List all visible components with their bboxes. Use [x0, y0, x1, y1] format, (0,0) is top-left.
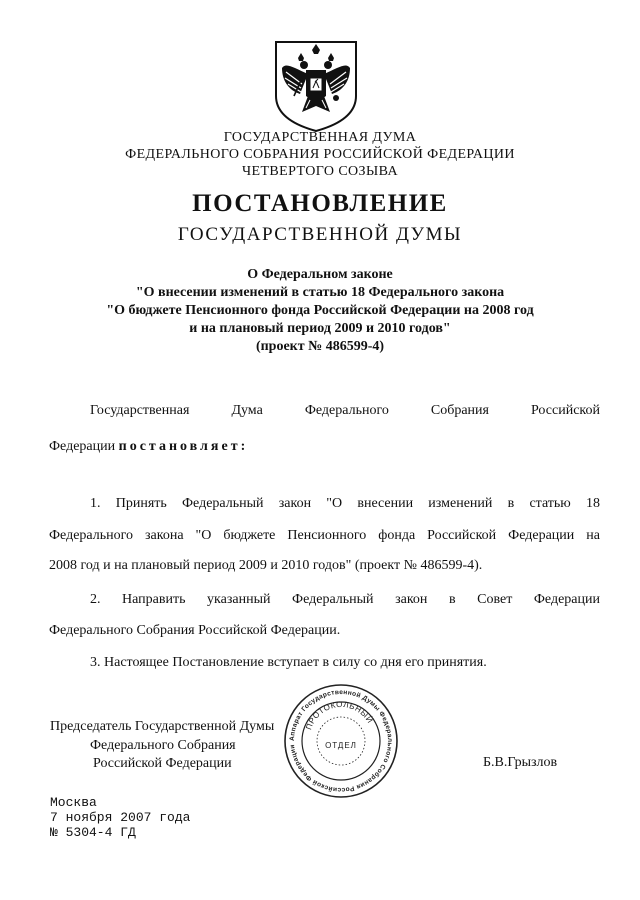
- issuer-convocation: ЧЕТВЕРТОГО СОЗЫВА: [242, 164, 398, 179]
- signatory-position-line-3: Российской Федерации: [93, 756, 232, 771]
- issuer-name-line-2: ФЕДЕРАЛЬНОГО СОБРАНИЯ РОССИЙСКОЙ ФЕДЕРАЦИИ: [125, 147, 515, 162]
- preamble-subject: Федерации: [49, 439, 116, 454]
- item-1-line-2: Федерального закона "О бюджете Пенсионного фонда Российской Федерации на: [49, 528, 600, 543]
- document-issuer-title: ГОСУДАРСТВЕННОЙ ДУМЫ: [177, 224, 463, 245]
- item-2-line-1: 2. Направить указанный Федеральный закон в Совет Федерации: [90, 592, 600, 607]
- signing-place: Москва: [50, 795, 97, 810]
- russian-coat-of-arms-icon: [272, 38, 360, 134]
- document-number: № 5304-4 ГД: [50, 825, 136, 840]
- resolution-verb: постановляет:: [118, 439, 249, 454]
- subject-project-number: (проект № 486599-4): [255, 339, 385, 354]
- item-2-line-2: Федерального Собрания Российской Федерации.: [49, 623, 341, 638]
- signing-date: 7 ноября 2007 года: [50, 810, 191, 825]
- item-1-line-3: 2008 год и на плановый период 2009 и 2010 годов" (проект № 486599-4).: [49, 558, 483, 573]
- svg-text:ПРОТОКОЛЬНЫЙ: [304, 700, 374, 731]
- subject-line-1: О Федеральном законе: [247, 267, 393, 282]
- stamp-department-text: ПРОТОКОЛЬНЫЙ: [304, 699, 375, 731]
- issuer-name-line-1: ГОСУДАРСТВЕННАЯ ДУМА: [223, 130, 417, 145]
- subject-line-4: и на плановый период 2009 и 2010 годов": [189, 321, 451, 336]
- item-1-line-1: 1. Принять Федеральный закон "О внесении изменений в статью 18: [90, 496, 600, 511]
- stamp-center-text: ОТДЕЛ: [325, 741, 357, 750]
- item-3-line-1: 3. Настоящее Постановление вступает в силу со дня его принятия.: [90, 655, 487, 670]
- official-stamp: [282, 682, 400, 800]
- document-type-title: ПОСТАНОВЛЕНИЕ: [192, 190, 448, 217]
- stamp-outer-text: Аппарат Государственной Думы Федерального Собрания Российской Федерации: [288, 688, 394, 794]
- preamble-line-1: Государственная Дума Федерального Собрания Российской: [90, 403, 600, 418]
- signatory-position-line-2: Федерального Собрания: [90, 738, 236, 753]
- subject-line-2: "О внесении изменений в статью 18 Федерального закона: [135, 285, 505, 300]
- signatory-name: Б.В.Грызлов: [483, 755, 558, 770]
- signatory-position-line-1: Председатель Государственной Думы: [50, 719, 275, 734]
- preamble-line-2: [49, 438, 600, 456]
- subject-line-3: "О бюджете Пенсионного фонда Российской Федерации на 2008 год: [106, 303, 534, 318]
